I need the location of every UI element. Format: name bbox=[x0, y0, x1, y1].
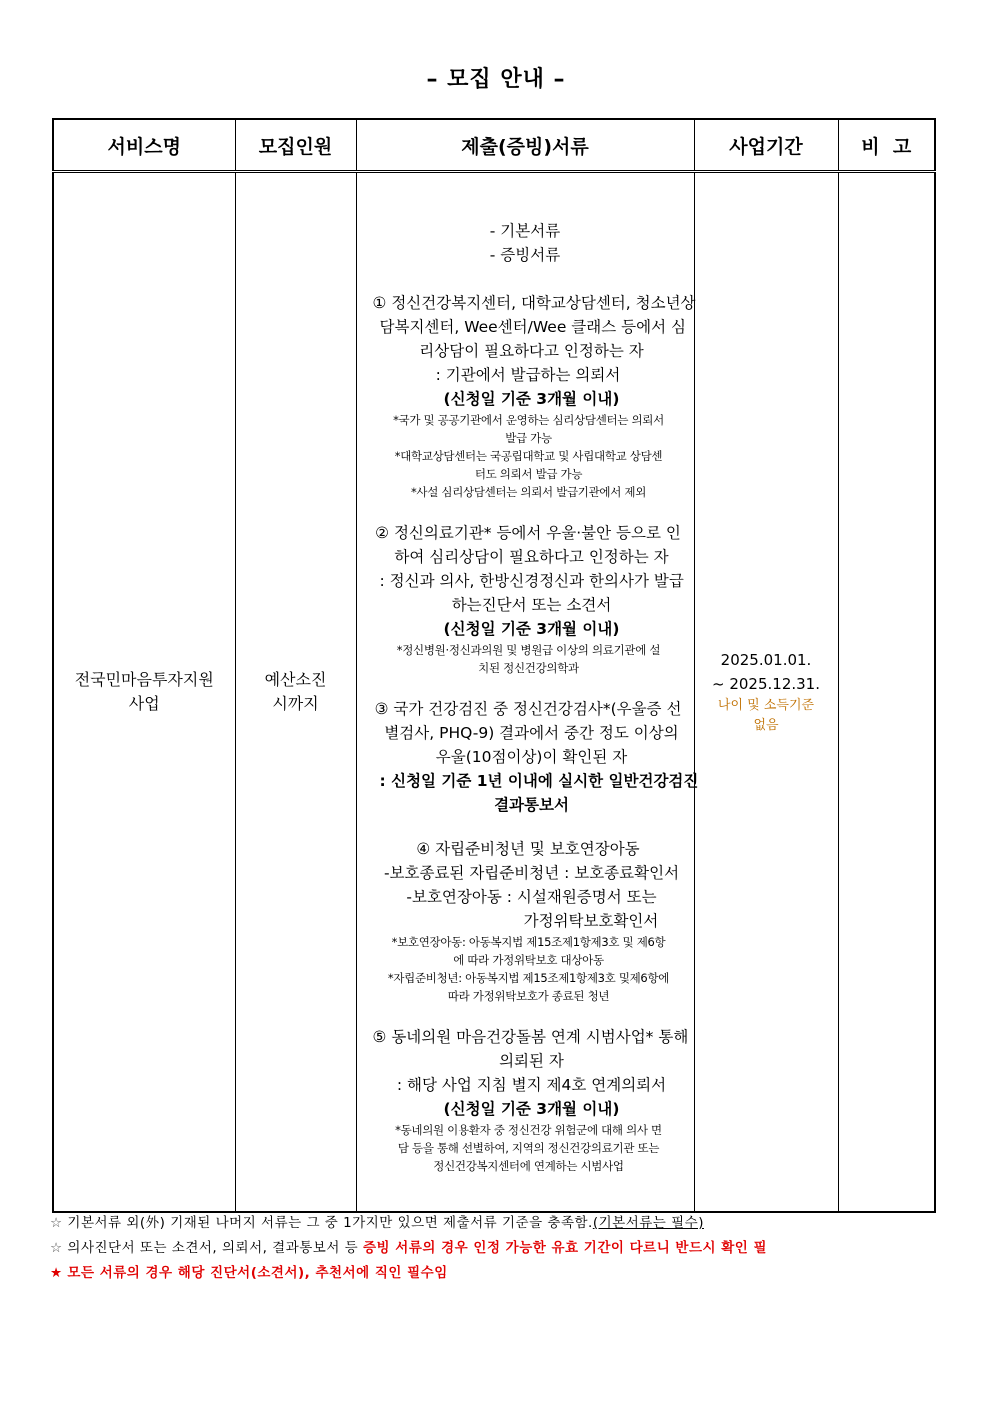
header-recruit-count: 모집인원 bbox=[235, 119, 356, 172]
item1-note5: *사설 심리상담센터는 의뢰서 발급기관에서 제외 bbox=[410, 484, 647, 499]
item3-line1: ③ 국가 건강검진 중 정신건강검사*(우울증 선 bbox=[374, 699, 682, 718]
star-icon: ☆ bbox=[50, 1215, 63, 1231]
item3-line4: : 신청일 기준 1년 이내에 실시한 일반건강검진 bbox=[379, 771, 699, 790]
footnote-2-red: 증빙 서류의 경우 인정 가능한 유효 기간이 다르니 반드시 확인 필 bbox=[363, 1240, 768, 1256]
item5-note1: *동네의원 이용환자 중 정신건강 위험군에 대해 의사 면 bbox=[395, 1122, 662, 1137]
item2-line4: 하는진단서 또는 소견서 bbox=[451, 595, 612, 614]
item1-line3: 리상담이 필요하다고 인정하는 자 bbox=[419, 341, 644, 360]
item1-line1: ① 정신건강복지센터, 대학교상담센터, 청소년상 bbox=[372, 293, 696, 312]
header-documents: 제출(증빙)서류 bbox=[356, 119, 694, 172]
item4-line4: 가정위탁보호확인서 bbox=[523, 911, 659, 930]
item3-line5: 결과통보서 bbox=[494, 795, 569, 814]
period-note-line1: 나이 및 소득기준 bbox=[717, 697, 815, 713]
item2-line5: (신청일 기준 3개월 이내) bbox=[443, 619, 620, 638]
item4-note4: 따라 가정위탁보호가 종료된 청년 bbox=[447, 988, 610, 1003]
item2-line3: : 정신과 의사, 한방신경정신과 한의사가 발급 bbox=[379, 571, 684, 590]
item5-line1: ⑤ 동네의원 마음건강돌봄 연계 시범사업* 통해 bbox=[372, 1027, 689, 1046]
footnotes bbox=[50, 1212, 950, 1287]
item1-note2: 발급 가능 bbox=[505, 430, 552, 445]
footnote-1 bbox=[50, 1212, 950, 1235]
recruit-cell bbox=[235, 172, 356, 1212]
page-title: – 모집 안내 – bbox=[426, 67, 566, 92]
footnote-1-text: 기본서류 외(外) 기재된 나머지 서류는 그 중 1가지만 있으면 제출서류 기준을 충족함. bbox=[67, 1215, 593, 1231]
table-header-row bbox=[53, 119, 935, 172]
header-service-name: 서비스명 bbox=[53, 119, 235, 172]
item5-line2: 의뢰된 자 bbox=[499, 1051, 564, 1070]
item5-line4: (신청일 기준 3개월 이내) bbox=[443, 1099, 620, 1118]
service-name-line1: 전국민마음투자지원 bbox=[74, 669, 214, 689]
recruit-line2: 시까지 bbox=[272, 693, 319, 713]
recruit-line1: 예산소진 bbox=[264, 669, 327, 689]
item5-line3: : 해당 사업 지침 별지 제4호 연계의뢰서 bbox=[396, 1075, 667, 1094]
footnote-3 bbox=[50, 1262, 950, 1285]
doc-item-5 bbox=[367, 1025, 689, 1175]
item1-line4: : 기관에서 발급하는 의뢰서 bbox=[435, 365, 621, 384]
footnote-3-red: 모든 서류의 경우 해당 진단서(소견서), 추천서에 직인 필수임 bbox=[67, 1265, 448, 1281]
item4-line3: -보호연장아동 : 시설재원증명서 또는 bbox=[406, 887, 657, 906]
item1-note1: *국가 및 공공기관에서 운영하는 심리상담센터는 의뢰서 bbox=[393, 412, 664, 427]
item5-note3: 정신건강복지센터에 연계하는 시범사업 bbox=[433, 1158, 624, 1173]
period-end: ~ 2025.12.31. bbox=[712, 674, 820, 693]
item4-line2: -보호종료된 자립준비청년 : 보호종료확인서 bbox=[383, 863, 680, 882]
remarks-cell bbox=[838, 172, 935, 1212]
item1-note3: *대학교상담센터는 국공립대학교 및 사립대학교 상담센 bbox=[394, 448, 663, 463]
service-name-cell bbox=[53, 172, 235, 1212]
item5-note2: 담 등을 통해 선별하여, 지역의 정신건강의료기관 또는 bbox=[397, 1140, 660, 1155]
recruitment-table bbox=[52, 118, 936, 1213]
item2-note1: *정신병원·정신과의원 및 병원급 이상의 의료기관에 설 bbox=[396, 642, 661, 657]
filled-star-icon: ★ bbox=[50, 1265, 63, 1281]
table-row bbox=[53, 172, 935, 1212]
doc-item-3 bbox=[367, 697, 699, 817]
documents-cell bbox=[356, 172, 699, 1212]
period-cell bbox=[694, 172, 838, 1212]
item3-line3: 우울(10점이상)이 확인된 자 bbox=[435, 747, 628, 766]
item4-note2: 에 따라 가정위탁보호 대상아동 bbox=[453, 952, 604, 967]
star-icon: ☆ bbox=[50, 1240, 63, 1256]
item4-note1: *보호연장아동: 아동복지법 제15조제1항제3호 및 제6항 bbox=[391, 934, 666, 949]
header-period: 사업기간 bbox=[694, 119, 838, 172]
doc-item-4 bbox=[367, 837, 684, 1005]
doc-item-2 bbox=[367, 521, 684, 677]
item1-line5: (신청일 기준 3개월 이내) bbox=[443, 389, 620, 408]
service-name-line2: 사업 bbox=[128, 693, 160, 713]
item4-line1: ④ 자립준비청년 및 보호연장아동 bbox=[416, 839, 640, 858]
doc-item-1 bbox=[367, 291, 696, 501]
proof-docs: - 증빙서류 bbox=[489, 245, 561, 264]
item3-line2: 별검사, PHQ-9) 결과에서 중간 정도 이상의 bbox=[384, 723, 679, 742]
item1-note4: 터도 의뢰서 발급 가능 bbox=[474, 466, 583, 481]
basic-docs: - 기본서류 bbox=[489, 221, 561, 240]
period-note-line2: 없음 bbox=[753, 717, 779, 733]
header-remarks: 비 고 bbox=[838, 119, 935, 172]
item2-line2: 하여 심리상담이 필요하다고 인정하는 자 bbox=[394, 547, 669, 566]
item2-line1: ② 정신의료기관* 등에서 우울·불안 등으로 인 bbox=[375, 523, 681, 542]
item4-note3: *자립준비청년: 아동복지법 제15조제1항제3호 및제6항에 bbox=[387, 970, 670, 985]
item1-line2: 담복지센터, Wee센터/Wee 클래스 등에서 심 bbox=[379, 317, 686, 336]
item2-note2: 치된 정신건강의학과 bbox=[478, 660, 579, 675]
footnote-1-underlined: (기본서류는 필수) bbox=[592, 1215, 704, 1231]
footnote-2-text: 의사진단서 또는 소견서, 의뢰서, 결과통보서 등 bbox=[67, 1240, 364, 1256]
period-start: 2025.01.01. bbox=[720, 650, 812, 669]
footnote-2 bbox=[50, 1237, 950, 1260]
